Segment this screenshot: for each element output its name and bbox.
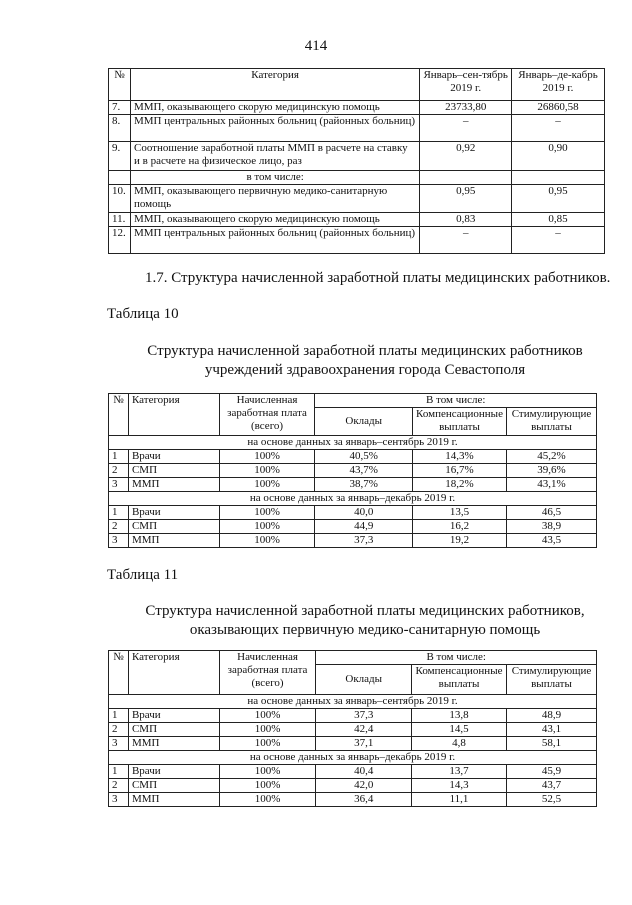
row-category: ММП центральных районных больниц (районных больниц) <box>130 115 419 142</box>
row-number: 12. <box>109 227 131 254</box>
page-number: 414 <box>304 38 328 54</box>
row-value-1 <box>420 171 512 185</box>
row-compensation: 19,2 <box>413 534 507 548</box>
period-label: на основе данных за январь–декабрь 2019 г. <box>109 492 597 506</box>
row-compensation: 16,7% <box>413 464 507 478</box>
row-stimulating: 43,7 <box>507 779 597 793</box>
row-value-1: 0,95 <box>420 185 512 213</box>
row-total: 100% <box>219 723 316 737</box>
row-salary: 36,4 <box>316 793 412 807</box>
row-category: СМП <box>128 520 219 534</box>
header-jan-dec: Январь–де-кабрь 2019 г. <box>512 69 605 101</box>
header-stimulating: Стимулирующие выплаты <box>507 665 597 695</box>
row-number: 2 <box>109 464 129 478</box>
row-number: 9. <box>109 142 131 171</box>
header-category: Категория <box>128 394 219 436</box>
row-stimulating: 45,2% <box>506 450 596 464</box>
row-number: 2 <box>109 520 129 534</box>
row-value-2: – <box>512 227 605 254</box>
table11-title <box>100 602 630 640</box>
row-salary: 38,7% <box>315 478 413 492</box>
row-compensation: 13,7 <box>412 765 507 779</box>
row-compensation: 14,3 <box>412 779 507 793</box>
table-row <box>109 450 597 464</box>
row-salary: 44,9 <box>315 520 413 534</box>
header-number: № <box>109 651 129 695</box>
row-category: Врачи <box>128 450 219 464</box>
row-compensation: 16,2 <box>413 520 507 534</box>
period-label: на основе данных за январь–декабрь 2019 г. <box>109 751 597 765</box>
row-value-2: 0,95 <box>512 185 605 213</box>
header-number: № <box>109 69 131 101</box>
table-row <box>109 765 597 779</box>
row-total: 100% <box>219 779 316 793</box>
table-row <box>109 520 597 534</box>
row-value-2: 26860,58 <box>512 101 605 115</box>
header-number: № <box>109 394 129 436</box>
row-total: 100% <box>219 450 315 464</box>
row-value-2: – <box>512 115 605 142</box>
table-row <box>109 185 605 213</box>
row-category: Соотношение заработной платы ММП в расчете на ставку и в расчете на физическое лицо, раз <box>130 142 419 171</box>
header-stimulating: Стимулирующие выплаты <box>506 408 596 436</box>
header-including: В том числе: <box>315 394 597 408</box>
row-value-2: 0,90 <box>512 142 605 171</box>
row-category: ММП <box>128 793 219 807</box>
table-row <box>109 534 597 548</box>
row-compensation: 13,5 <box>413 506 507 520</box>
row-category: Врачи <box>128 506 219 520</box>
row-stimulating: 43,5 <box>506 534 596 548</box>
row-number: 2 <box>109 723 129 737</box>
row-stimulating: 58,1 <box>507 737 597 751</box>
row-value-1: – <box>420 227 512 254</box>
row-total: 100% <box>219 520 315 534</box>
row-total: 100% <box>219 765 316 779</box>
row-number: 3 <box>109 737 129 751</box>
row-salary: 37,1 <box>316 737 412 751</box>
row-category: СМП <box>128 779 219 793</box>
row-category: ММП центральных районных больниц (районных больниц) <box>130 227 419 254</box>
row-stimulating: 38,9 <box>506 520 596 534</box>
row-total: 100% <box>219 737 316 751</box>
table11-title-line-2: оказывающих первичную медико-санитарную помощь <box>189 622 541 638</box>
row-stimulating: 45,9 <box>507 765 597 779</box>
table-row <box>109 142 605 171</box>
table10-title-line-1: Структура начисленной заработной платы медицинских работников <box>147 343 583 359</box>
header-total: Начисленная заработная плата (всего) <box>219 394 315 436</box>
row-stimulating: 43,1% <box>506 478 596 492</box>
row-number <box>109 171 131 185</box>
table-row <box>109 737 597 751</box>
table-row <box>109 171 605 185</box>
row-stimulating: 43,1 <box>507 723 597 737</box>
row-salary: 43,7% <box>315 464 413 478</box>
row-value-2 <box>512 171 605 185</box>
row-number: 10. <box>109 185 131 213</box>
table-row <box>109 115 605 142</box>
table10 <box>108 393 597 548</box>
header-including: В том числе: <box>316 651 597 665</box>
row-compensation: 14,5 <box>412 723 507 737</box>
row-salary: 42,4 <box>316 723 412 737</box>
row-category: Врачи <box>128 709 219 723</box>
table-row <box>109 779 597 793</box>
row-category: ММП, оказывающего скорую медицинскую помощь <box>130 101 419 115</box>
row-total: 100% <box>219 534 315 548</box>
row-stimulating: 52,5 <box>507 793 597 807</box>
row-total: 100% <box>219 478 315 492</box>
header-salary: Оклады <box>316 665 412 695</box>
row-total: 100% <box>219 506 315 520</box>
row-total: 100% <box>219 709 316 723</box>
table11-title-line-1: Структура начисленной заработной платы медицинских работников, <box>145 603 585 619</box>
row-category: ММП <box>128 478 219 492</box>
table11-label: Таблица 11 <box>107 567 179 583</box>
period-label: на основе данных за январь–сентябрь 2019 г. <box>109 436 597 450</box>
table-row <box>109 227 605 254</box>
row-number: 3 <box>109 534 129 548</box>
row-number: 2 <box>109 779 129 793</box>
row-value-1: 23733,80 <box>420 101 512 115</box>
row-value-1: 0,92 <box>420 142 512 171</box>
header-category: Категория <box>128 651 219 695</box>
table10-title <box>100 342 630 380</box>
row-number: 8. <box>109 115 131 142</box>
row-stimulating: 39,6% <box>506 464 596 478</box>
row-compensation: 13,8 <box>412 709 507 723</box>
section-heading: 1.7. Структура начисленной заработной платы медицинских работников. <box>145 270 611 286</box>
row-value-1: – <box>420 115 512 142</box>
row-compensation: 14,3% <box>413 450 507 464</box>
table-row <box>109 213 605 227</box>
period-label: на основе данных за январь–сентябрь 2019 г. <box>109 695 597 709</box>
row-compensation: 18,2% <box>413 478 507 492</box>
table10-title-line-2: учреждений здравоохранения города Севастополя <box>204 362 526 378</box>
top-table <box>108 68 605 254</box>
table-row <box>109 478 597 492</box>
row-category: Врачи <box>128 765 219 779</box>
row-number: 7. <box>109 101 131 115</box>
header-salary: Оклады <box>315 408 413 436</box>
row-number: 1 <box>109 450 129 464</box>
table-row <box>109 793 597 807</box>
row-category: в том числе: <box>130 171 419 185</box>
table-row <box>109 101 605 115</box>
row-salary: 37,3 <box>316 709 412 723</box>
row-number: 1 <box>109 709 129 723</box>
header-category: Категория <box>130 69 419 101</box>
table11 <box>108 650 597 807</box>
table-row <box>109 723 597 737</box>
row-category: ММП, оказывающего первичную медико-санитарную помощь <box>130 185 419 213</box>
row-salary: 37,3 <box>315 534 413 548</box>
header-compensation: Компенсационные выплаты <box>412 665 507 695</box>
row-total: 100% <box>219 793 316 807</box>
row-number: 1 <box>109 765 129 779</box>
row-salary: 40,4 <box>316 765 412 779</box>
row-value-1: 0,83 <box>420 213 512 227</box>
row-category: ММП <box>128 534 219 548</box>
row-compensation: 4,8 <box>412 737 507 751</box>
row-compensation: 11,1 <box>412 793 507 807</box>
row-stimulating: 48,9 <box>507 709 597 723</box>
header-total: Начисленная заработная плата (всего) <box>219 651 316 695</box>
row-number: 1 <box>109 506 129 520</box>
table10-label: Таблица 10 <box>107 306 179 322</box>
row-salary: 40,5% <box>315 450 413 464</box>
row-number: 3 <box>109 478 129 492</box>
row-category: СМП <box>128 464 219 478</box>
row-salary: 40,0 <box>315 506 413 520</box>
row-category: ММП <box>128 737 219 751</box>
row-number: 11. <box>109 213 131 227</box>
row-salary: 42,0 <box>316 779 412 793</box>
header-jan-sep: Январь–сен-тябрь 2019 г. <box>420 69 512 101</box>
header-compensation: Компенсационные выплаты <box>413 408 507 436</box>
table-row <box>109 464 597 478</box>
row-category: ММП, оказывающего скорую медицинскую помощь <box>130 213 419 227</box>
row-total: 100% <box>219 464 315 478</box>
row-category: СМП <box>128 723 219 737</box>
row-value-2: 0,85 <box>512 213 605 227</box>
table-row <box>109 506 597 520</box>
table-row <box>109 709 597 723</box>
row-stimulating: 46,5 <box>506 506 596 520</box>
row-number: 3 <box>109 793 129 807</box>
